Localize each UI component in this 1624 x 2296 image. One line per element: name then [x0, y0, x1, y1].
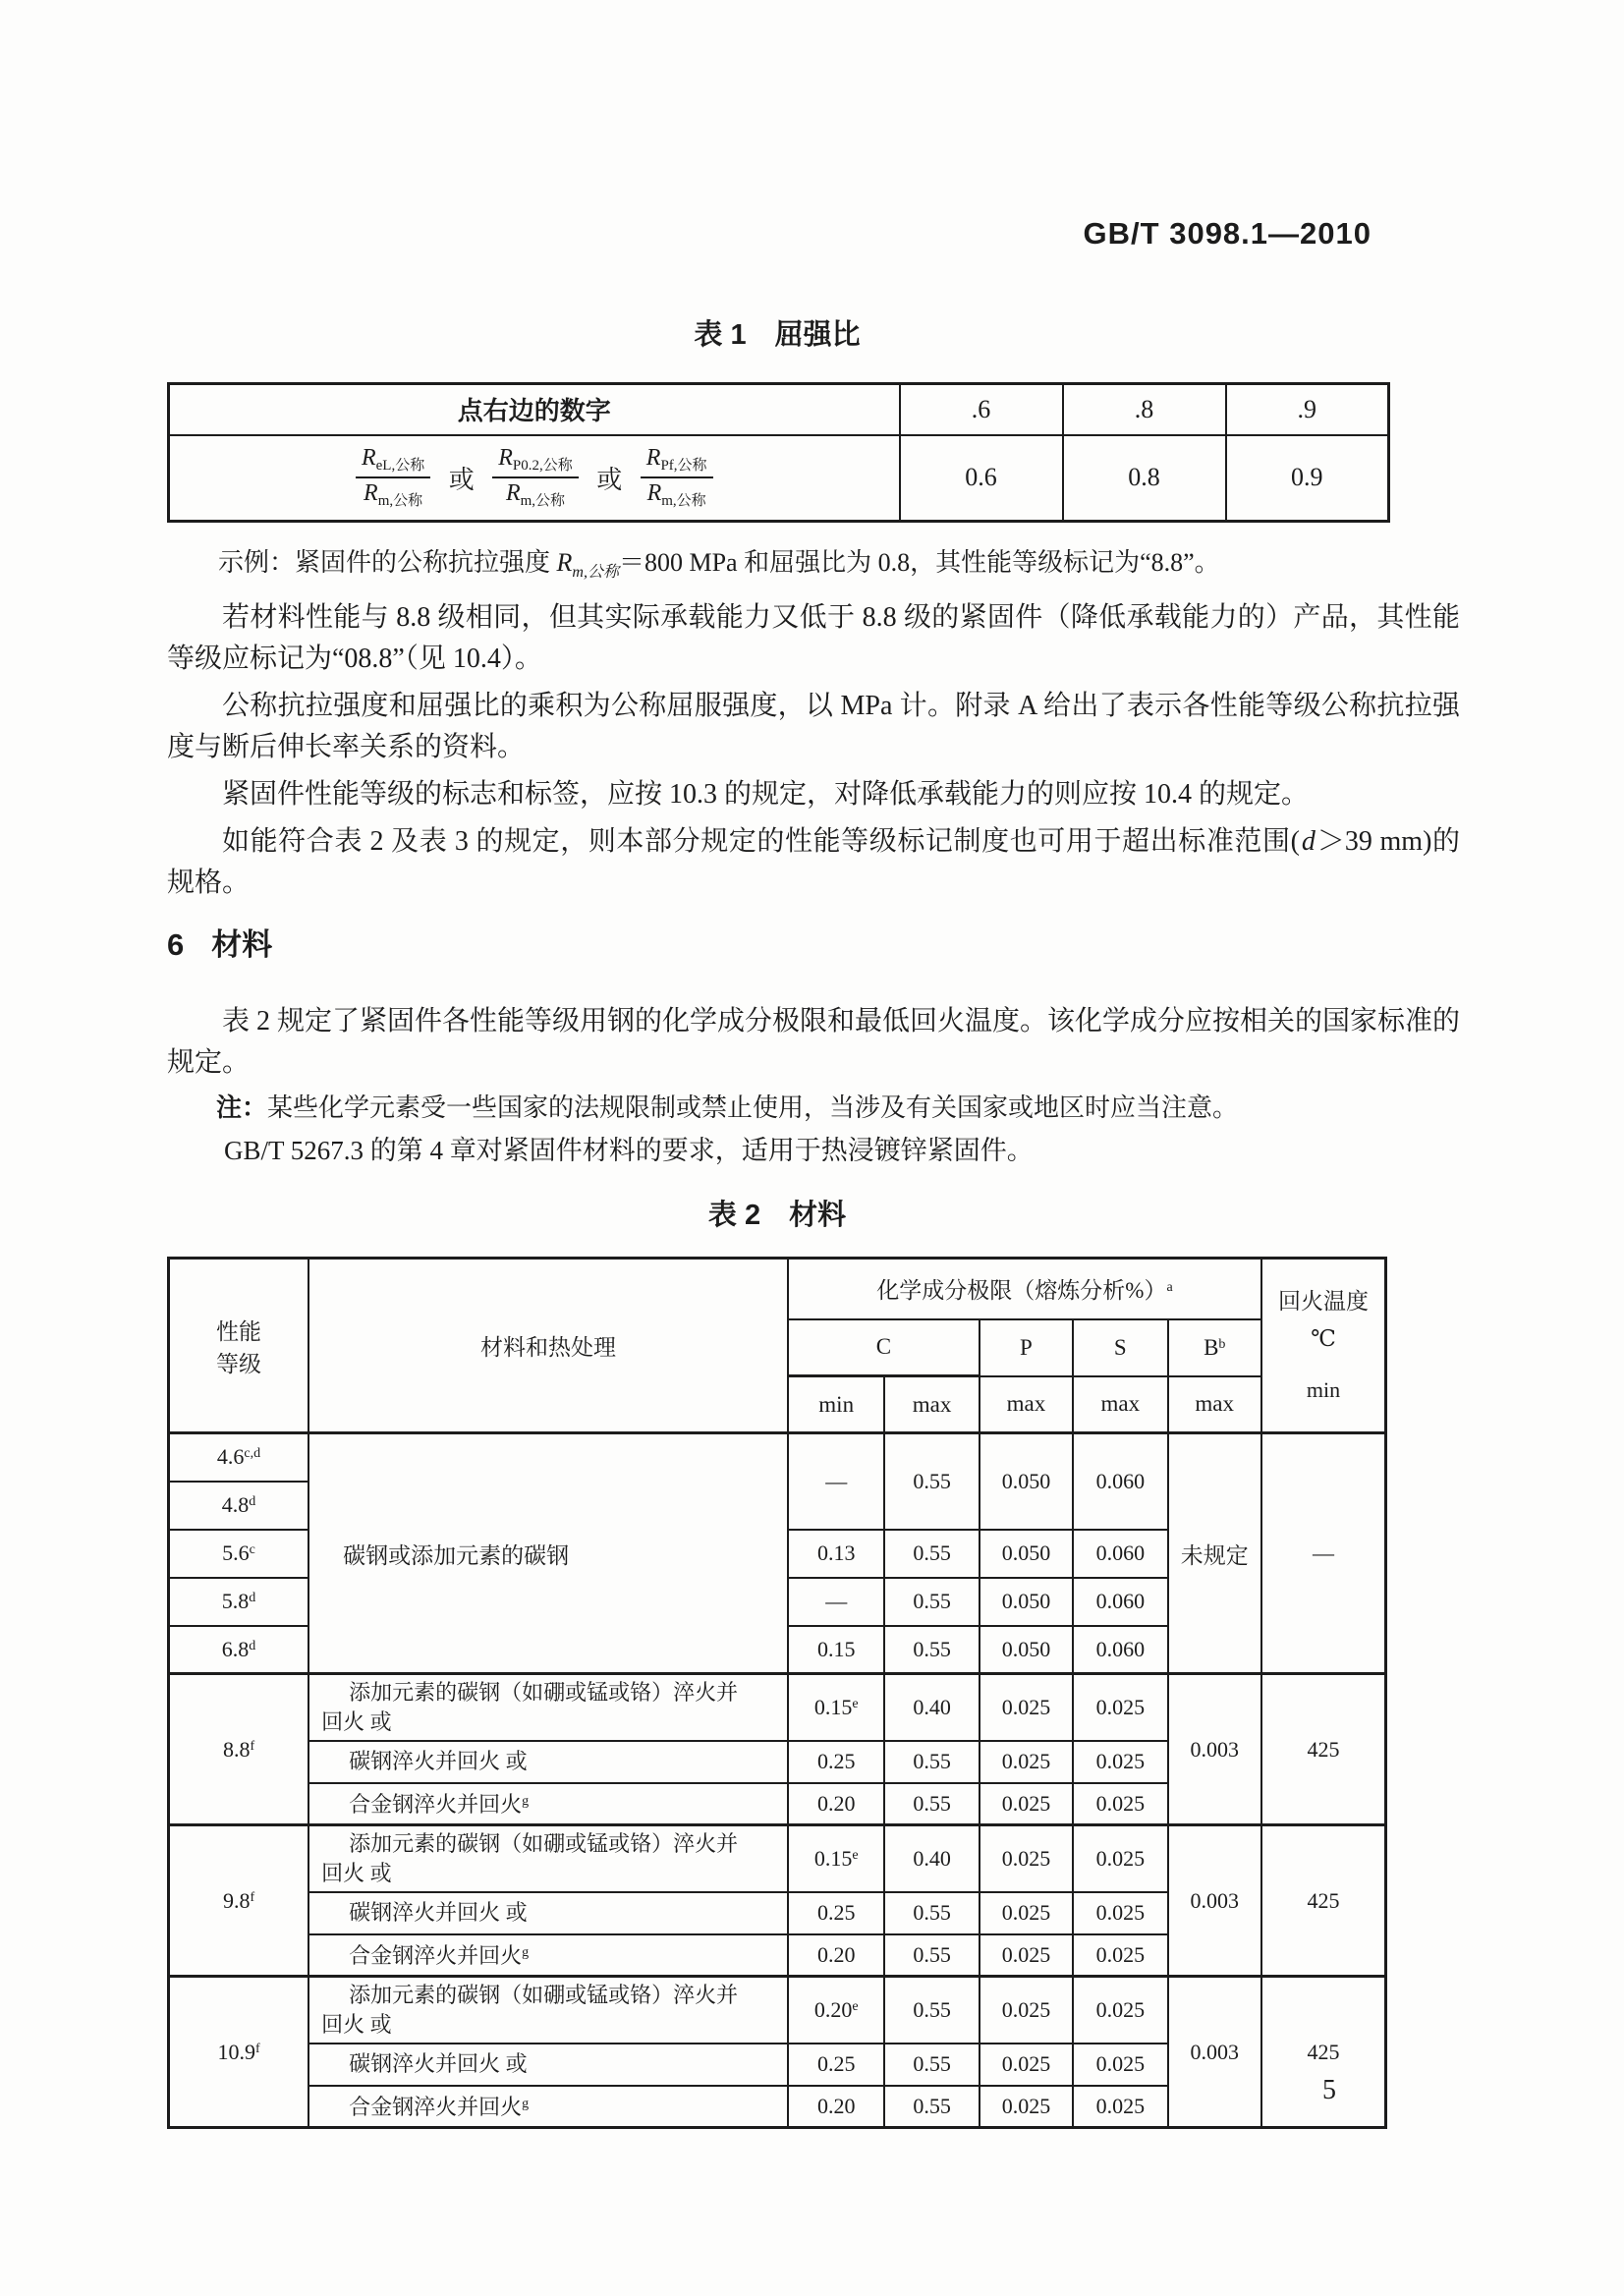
symbol-rm: $R_{m,公称}$ [556, 548, 619, 582]
table1-header-row [169, 384, 1389, 435]
grade-cell: 8.8$^f$ [169, 1674, 309, 1825]
note-label: 注： [216, 1092, 268, 1123]
cell-p: 0.025 [980, 1934, 1073, 1977]
cell-p: 0.025 [980, 1674, 1073, 1741]
material-cell: 添加元素的碳钢（如硼或锰或铬）淬火并 回火 或 [308, 1674, 788, 1741]
col-header-material: 材料和热处理 [308, 1259, 788, 1433]
symbol-d: d [1301, 826, 1316, 858]
cell-cmax: 0.40 [884, 1674, 979, 1741]
cell-s: 0.025 [1073, 2044, 1167, 2086]
material-cell: 合金钢淬火并回火$^g$ [308, 2086, 788, 2128]
note-paragraph: 注：某些化学元素受一些国家的法规限制或禁止使用，当涉及有关国家或地区时应当注意。 [216, 1092, 1239, 1123]
cell-s: 0.025 [1073, 1741, 1167, 1783]
cell-cmax: 0.55 [884, 1530, 979, 1578]
cell-cmin: 0.15e [788, 1825, 884, 1892]
cell: 0.9 [1226, 435, 1389, 522]
cell-cmin: — [788, 1578, 884, 1626]
cell-s: 0.025 [1073, 1825, 1167, 1892]
col-header-temper-temp: 回火温度 ℃ min [1261, 1259, 1386, 1433]
cell-cmin: 0.20 [788, 2086, 884, 2128]
col-header-max: max [884, 1376, 979, 1433]
cell-cmax: 0.55 [884, 2044, 979, 2086]
page-number: 5 [1322, 2075, 1336, 2105]
cell-s: 0.025 [1073, 1977, 1167, 2044]
col-header-c: C [788, 1319, 980, 1376]
table1-row-label: 点右边的数字 [169, 384, 900, 435]
cell-p: 0.025 [980, 1977, 1073, 2044]
cell-cmax: 0.55 [884, 1578, 979, 1626]
cell-p: 0.025 [980, 1741, 1073, 1783]
grade-cell: 5.6$^c$ [169, 1530, 309, 1578]
cell-boron: 0.003 [1168, 1674, 1261, 1825]
cell-s: 0.060 [1073, 1433, 1167, 1530]
col-header-max: max [1168, 1376, 1261, 1433]
grade-cell: 4.8$^d$ [169, 1482, 309, 1530]
cell-p: 0.050 [980, 1433, 1073, 1530]
cell: .6 [900, 384, 1063, 435]
standard-number: GB/T 3098.1—2010 [1083, 216, 1372, 251]
cell-temp: 425 [1261, 1977, 1386, 2128]
cell-cmax: 0.55 [884, 1741, 979, 1783]
table2-header-row1 [169, 1259, 1386, 1319]
cell-boron: 0.003 [1168, 1825, 1261, 1977]
cell-s: 0.025 [1073, 1892, 1167, 1934]
paragraph-oversize: 如能符合表 2 及表 3 的规定，则本部分规定的性能等级标记制度也可用于超出标准范围(d＞39 mm)的规格。 [167, 826, 1460, 899]
cell-cmax: 0.55 [884, 1892, 979, 1934]
cell-cmax: 0.55 [884, 1934, 979, 1977]
fraction-denominator: $R_{m,公称}$ [505, 480, 566, 510]
cell-p: 0.050 [980, 1626, 1073, 1674]
col-header-max: max [980, 1376, 1073, 1433]
cell: .9 [1226, 384, 1389, 435]
paragraph-gbt5267: GB/T 5267.3 的第 4 章对紧固件材料的要求，适用于热浸镀锌紧固件。 [224, 1136, 1034, 1166]
material-cell: 碳钢或添加元素的碳钢 [308, 1433, 788, 1674]
cell: 0.6 [900, 435, 1063, 522]
yield-ratio-formula [169, 435, 900, 522]
grade-cell: 4.6$^{c,d}$ [169, 1433, 309, 1482]
fraction-rpf [641, 444, 713, 512]
cell-cmin: 0.20 [788, 1934, 884, 1977]
table-row-grade-9-8-a [169, 1825, 1386, 1892]
cell-cmin: 0.15e [788, 1674, 884, 1741]
cell-s: 0.060 [1073, 1626, 1167, 1674]
cell-cmax: 0.55 [884, 1977, 979, 2044]
cell-cmin: 0.15 [788, 1626, 884, 1674]
cell-cmax: 0.55 [884, 1433, 979, 1530]
material-cell: 合金钢淬火并回火$^g$ [308, 1783, 788, 1825]
cell-boron: 未规定 [1168, 1433, 1261, 1674]
fraction-rel [356, 444, 430, 512]
or-text: 或 [596, 465, 623, 494]
table-row-grade-8-8-a [169, 1674, 1386, 1741]
cell-s: 0.025 [1073, 1783, 1167, 1825]
cell-p: 0.025 [980, 1892, 1073, 1934]
col-header-p: P [980, 1319, 1073, 1376]
cell-cmin: 0.13 [788, 1530, 884, 1578]
table2-materials [167, 1257, 1387, 2129]
table1-formula-row [169, 435, 1389, 522]
fraction-rp02 [492, 444, 579, 512]
cell-cmin: — [788, 1433, 884, 1530]
table2-title: 表 2 材料 [707, 1200, 847, 1232]
col-header-chemistry: 化学成分极限（熔炼分析%）$^a$ [788, 1259, 1261, 1319]
material-cell: 添加元素的碳钢（如硼或锰或铬）淬火并 回火 或 [308, 1825, 788, 1892]
paragraph-08-8: 若材料性能与 8.8 级相同，但其实际承载能力又低于 8.8 级的紧固件（降低承载能力的）产品，其性能等级应标记为“08.8”（见 10.4）。 [167, 602, 1460, 675]
cell-p: 0.025 [980, 1783, 1073, 1825]
col-header-min: min [788, 1376, 884, 1433]
cell-cmin: 0.25 [788, 1892, 884, 1934]
cell-s: 0.025 [1073, 1934, 1167, 1977]
fraction-numerator: $R_{Pf,公称}$ [641, 444, 713, 478]
material-cell: 添加元素的碳钢（如硼或锰或铬）淬火并 回火 或 [308, 1977, 788, 2044]
cell-temp: 425 [1261, 1674, 1386, 1825]
table1-title: 表 1 屈强比 [694, 319, 861, 351]
cell: 0.8 [1063, 435, 1226, 522]
section-title: 材料 [211, 927, 273, 963]
paragraph-table2-intro: 表 2 规定了紧固件各性能等级用钢的化学成分极限和最低回火温度。该化学成分应按相关的国家标准的规定。 [167, 1006, 1461, 1079]
cell-p: 0.050 [980, 1578, 1073, 1626]
cell-cmax: 0.55 [884, 2086, 979, 2128]
col-header-grade: 性能 等级 [169, 1259, 309, 1433]
cell-temp: — [1261, 1433, 1386, 1674]
cell-cmax: 0.55 [884, 1783, 979, 1825]
material-cell: 合金钢淬火并回火$^g$ [308, 1934, 788, 1977]
cell-cmax: 0.40 [884, 1825, 979, 1892]
or-text: 或 [448, 465, 475, 494]
cell-p: 0.025 [980, 2086, 1073, 2128]
section-6-heading [167, 920, 1460, 964]
col-header-b: $B^b$ [1168, 1319, 1261, 1376]
paragraph-nominal-yield: 公称抗拉强度和屈强比的乘积为公称屈服强度，以 MPa 计。附录 A 给出了表示各性能等级公称抗拉强度与断后伸长率关系的资料。 [167, 691, 1460, 763]
fraction-denominator: $R_{m,公称}$ [364, 480, 423, 510]
col-header-s: S [1073, 1319, 1167, 1376]
cell-p: 0.025 [980, 2044, 1073, 2086]
material-cell: 碳钢淬火并回火 或 [308, 1892, 788, 1934]
table-row-grade-4-6 [169, 1433, 1386, 1482]
cell-temp: 425 [1261, 1825, 1386, 1977]
example-paragraph: 示例：紧固件的公称抗拉强度 $R_{m,公称}=800$ MPa 和屈强比为 0.8，其性能等级标记为“8.8”。 [218, 548, 1220, 582]
material-cell: 碳钢淬火并回火 或 [308, 1741, 788, 1783]
table1-yield-ratio [167, 382, 1390, 523]
cell-s: 0.060 [1073, 1530, 1167, 1578]
section-number: 6 [167, 927, 185, 963]
table-row-grade-10-9-a [169, 1977, 1386, 2044]
cell-s: 0.025 [1073, 2086, 1167, 2128]
cell-p: 0.025 [980, 1825, 1073, 1892]
fraction-numerator: $R_{eL,公称}$ [356, 444, 430, 478]
cell-cmin: 0.25 [788, 1741, 884, 1783]
cell-p: 0.050 [980, 1530, 1073, 1578]
col-header-max: max [1073, 1376, 1167, 1433]
cell-cmin: 0.25 [788, 2044, 884, 2086]
grade-cell: 9.8$^f$ [169, 1825, 309, 1977]
fraction-numerator: $R_{P0.2,公称}$ [492, 444, 579, 478]
grade-cell: 5.8$^d$ [169, 1578, 309, 1626]
cell-cmax: 0.55 [884, 1626, 979, 1674]
cell-s: 0.060 [1073, 1578, 1167, 1626]
cell-cmin: 0.20e [788, 1977, 884, 2044]
cell-cmin: 0.20 [788, 1783, 884, 1825]
cell-s: 0.025 [1073, 1674, 1167, 1741]
paragraph-marking: 紧固件性能等级的标志和标签，应按 10.3 的规定，对降低承载能力的则应按 10.4 的规定。 [222, 779, 1310, 811]
grade-cell: 10.9$^f$ [169, 1977, 309, 2128]
cell-boron: 0.003 [1168, 1977, 1261, 2128]
cell: .8 [1063, 384, 1226, 435]
page-content [167, 0, 1460, 2129]
grade-cell: 6.8$^d$ [169, 1626, 309, 1674]
fraction-denominator: $R_{m,公称}$ [646, 480, 706, 510]
material-cell: 碳钢淬火并回火 或 [308, 2044, 788, 2086]
